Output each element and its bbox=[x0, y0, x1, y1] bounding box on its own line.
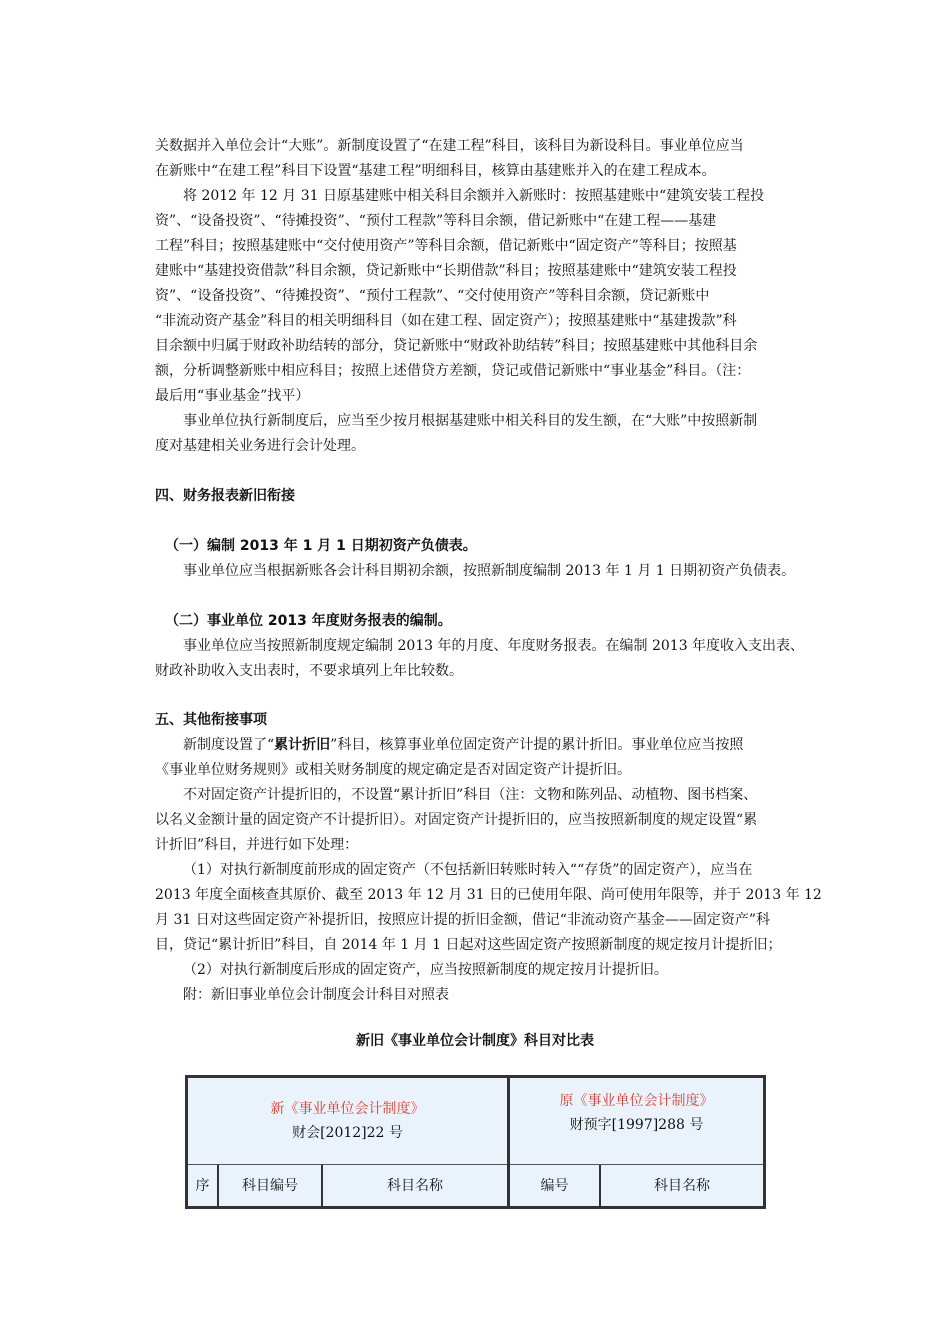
text-line: 目，贷记“累计折旧”科目，自 2014 年 1 月 1 日起对这些固定资产按照新制度的规定按月计提折旧； bbox=[155, 937, 782, 953]
paragraph bbox=[155, 858, 822, 958]
new-system-code: 财会[2012]22 号 bbox=[292, 1125, 403, 1141]
text-line: 《事业单位财务规则》或相关财务制度的规定确定是否对固定资产计提折旧。 bbox=[155, 762, 631, 778]
text-line: 事业单位应当按照新制度规定编制 2013 年的月度、年度财务报表。在编制 2013 年度收入支出表、 bbox=[183, 638, 805, 654]
paragraph bbox=[155, 783, 795, 858]
text-run: ”科目，核算事业单位固定资产计提的累计折旧。事业单位应当按照 bbox=[330, 737, 744, 753]
text-line: 额，分析调整新账中相应科目；按照上述借贷方差额，贷记或借记新账中“事业基金”科目。（注： bbox=[155, 363, 751, 379]
text-line: 2013 年度全面核查其原价、截至 2013 年 12 月 31 日的已使用年限、尚可使用年限等，并于 2013 年 12 bbox=[155, 887, 822, 903]
section-heading: 五、其他衔接事项 bbox=[155, 712, 267, 728]
paragraph bbox=[155, 733, 795, 783]
section-heading: 四、财务报表新旧衔接 bbox=[155, 488, 295, 504]
table-title: 新旧《事业单位会计制度》科目对比表 bbox=[356, 1033, 594, 1049]
text-line: 资”、“设备投资”、“待摊投资”、“预付工程款”、“交付使用资产”等科目余额，贷记新账中 bbox=[155, 288, 710, 304]
paragraph-appendix: 附：新旧事业单位会计制度会计科目对照表 bbox=[183, 987, 449, 1003]
new-system-header bbox=[188, 1078, 507, 1164]
text-line: 月 31 日对这些固定资产补提折旧，按照应计提的折旧金额，借记“非流动资产基金——固定资产”科 bbox=[155, 912, 771, 928]
column-header: 编号 bbox=[540, 1177, 569, 1194]
text-line: 将 2012 年 12 月 31 日原基建账中相关科目余额并入新账时：按照基建账中“建筑安装工程投 bbox=[183, 188, 765, 204]
paragraph: （2）对执行新制度后形成的固定资产，应当按照新制度的规定按月计提折旧。 bbox=[183, 962, 668, 978]
text-line: 关数据并入单位会计“大账”。新制度设置了“在建工程”科目，该科目为新设科目。事业单位应当 bbox=[155, 138, 744, 154]
paragraph-after bbox=[155, 409, 795, 459]
old-system-name: 原《事业单位会计制度》 bbox=[559, 1093, 714, 1109]
comparison-table bbox=[185, 1075, 766, 1209]
text-line: 财政补助收入支出表时，不要求填列上年比较数。 bbox=[155, 663, 463, 679]
paragraph bbox=[155, 634, 805, 684]
column-header: 科目编号 bbox=[242, 1177, 298, 1194]
column-header: 科目名称 bbox=[654, 1177, 710, 1194]
paragraph-intro bbox=[155, 134, 795, 184]
old-system-code: 财预字[1997]288 号 bbox=[569, 1117, 704, 1133]
text-line: 在新账中“在建工程”科目下设置“基建工程”明细科目，核算由基建账并入的在建工程成本。 bbox=[155, 163, 716, 179]
text-line: 目余额中归属于财政补助结转的部分，贷记新账中“财政补助结转”科目；按照基建账中其他科目余 bbox=[155, 338, 758, 354]
text-line: 资”、“设备投资”、“待摊投资”、“预付工程款”等科目余额，借记新账中“在建工程——基建 bbox=[155, 213, 717, 229]
text-line: 事业单位执行新制度后，应当至少按月根据基建账中相关科目的发生额，在“大账”中按照新制 bbox=[183, 413, 758, 429]
new-system-name: 新《事业单位会计制度》 bbox=[270, 1101, 425, 1117]
old-system-header bbox=[510, 1078, 763, 1148]
subsection-heading: （一）编制 2013 年 1 月 1 日期初资产负债表。 bbox=[165, 538, 477, 554]
text-line bbox=[155, 733, 795, 758]
text-line: 计折旧”科目，并进行如下处理： bbox=[155, 837, 359, 853]
text-line: 工程”科目；按照基建账中“交付使用资产”等科目余额，借记新账中“固定资产”等科目；按照基 bbox=[155, 238, 737, 254]
subsection-heading: （二）事业单位 2013 年度财务报表的编制。 bbox=[165, 613, 452, 629]
text-line: 不对固定资产计提折旧的，不设置“累计折旧”科目（注：文物和陈列品、动植物、图书档案、 bbox=[183, 787, 758, 803]
bold-term: 累计折旧 bbox=[274, 737, 331, 753]
text-line: 以名义金额计量的固定资产不计提折旧）。对固定资产计提折旧的，应当按照新制度的规定设置“累 bbox=[155, 812, 758, 828]
column-header: 序 bbox=[195, 1177, 210, 1194]
text-run: 新制度设置了“ bbox=[183, 737, 275, 753]
text-line: 最后用“事业基金”找平） bbox=[155, 388, 310, 404]
text-line: 度对基建相关业务进行会计处理。 bbox=[155, 438, 365, 454]
text-line: “非流动资产基金”科目的相关明细科目（如在建工程、固定资产）；按照基建账中“基建拨款”科 bbox=[155, 313, 737, 329]
paragraph: 事业单位应当根据新账各会计科目期初余额，按照新制度编制 2013 年 1 月 1 日期初资产负债表。 bbox=[183, 563, 796, 579]
paragraph-merge bbox=[155, 184, 795, 409]
text-line: 建账中“基建投资借款”科目余额，贷记新账中“长期借款”科目；按照基建账中“建筑安装工程投 bbox=[155, 263, 737, 279]
column-header: 科目名称 bbox=[387, 1177, 443, 1194]
text-line: （1）对执行新制度前形成的固定资产（不包括新旧转账时转入““存货”的固定资产），应当在 bbox=[183, 862, 753, 878]
